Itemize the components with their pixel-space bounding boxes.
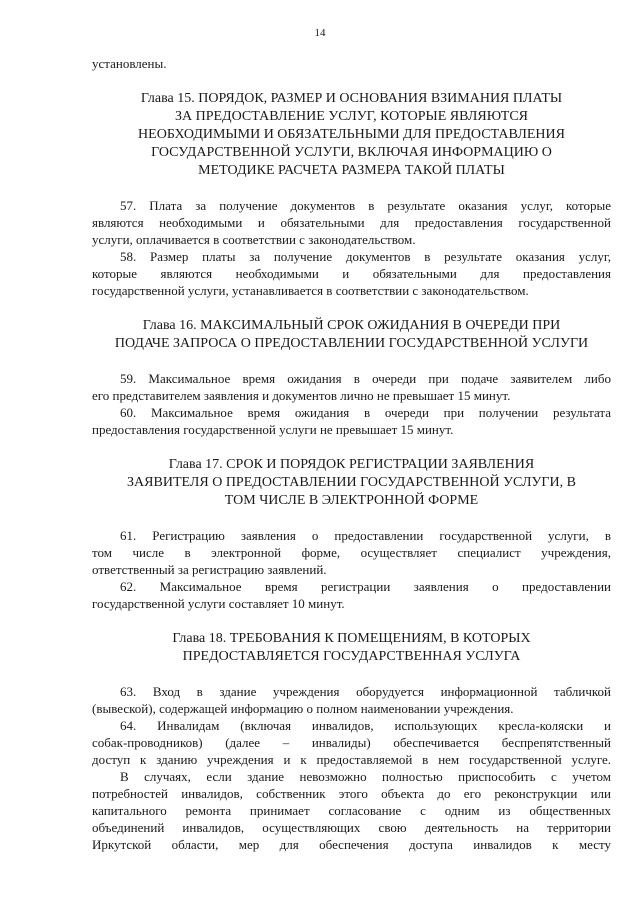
paragraph-64-cont-line: объединений инвалидов, осуществляющих свою деятельность на территории: [92, 820, 611, 835]
paragraph-64-cont-line: потребностей инвалидов, собственник этого объекта до его реконструкции или: [92, 786, 611, 801]
paragraph-63-line: (вывеской), содержащей информацию о полном наименовании учреждения.: [92, 701, 514, 716]
paragraph-64-line: 64. Инвалидам (включая инвалидов, использующих кресла-коляски и: [120, 718, 611, 733]
page-number: 14: [314, 27, 326, 39]
paragraph-64-cont-line: капитального ремонта принимает согласование с одним из общественных: [92, 803, 611, 818]
chapter-17-heading-line: ЗАЯВИТЕЛЯ О ПРЕДОСТАВЛЕНИИ ГОСУДАРСТВЕННОЙ УСЛУГИ, В: [127, 475, 576, 490]
continued-text-line: установлены.: [92, 56, 167, 71]
paragraph-60-line: предоставления государственной услуги не превышает 15 минут.: [92, 422, 454, 437]
chapter-15-heading-line: НЕОБХОДИМЫМИ И ОБЯЗАТЕЛЬНЫМИ ДЛЯ ПРЕДОСТАВЛЕНИЯ: [138, 127, 565, 142]
chapter-17-heading-line: ТОМ ЧИСЛЕ В ЭЛЕКТРОННОЙ ФОРМЕ: [224, 493, 479, 508]
paragraph-62-line: государственной услуги составляет 10 минут.: [92, 596, 345, 611]
paragraph-59-line: его представителем заявления и документов лично не превышает 15 минут.: [92, 388, 511, 403]
chapter-18-heading-line: Глава 18. ТРЕБОВАНИЯ К ПОМЕЩЕНИЯМ, В КОТОРЫХ: [172, 631, 531, 646]
chapter-15-heading-line: МЕТОДИКЕ РАСЧЕТА РАЗМЕРА ТАКОЙ ПЛАТЫ: [198, 163, 505, 178]
paragraph-64-line: доступ к зданию учреждения и к предоставляемой в нем государственной услуге.: [92, 752, 611, 767]
chapter-17-heading-line: Глава 17. СРОК И ПОРЯДОК РЕГИСТРАЦИИ ЗАЯВЛЕНИЯ: [168, 457, 535, 472]
paragraph-61-line: том числе в электронной форме, осуществляет специалист учреждения,: [92, 545, 611, 560]
chapter-18-heading-line: ПРЕДОСТАВЛЯЕТСЯ ГОСУДАРСТВЕННАЯ УСЛУГА: [182, 649, 521, 664]
paragraph-57-line: услуги, оплачивается в соответствии с законодательством.: [92, 232, 416, 247]
chapter-15-heading-line: Глава 15. ПОРЯДОК, РАЗМЕР И ОСНОВАНИЯ ВЗИМАНИЯ ПЛАТЫ: [140, 91, 563, 106]
paragraph-61-line: 61. Регистрацию заявления о предоставлении государственной услуги, в: [120, 528, 611, 543]
paragraph-57-line: являются необходимыми и обязательными для предоставления государственной: [92, 215, 611, 230]
paragraph-59-line: 59. Максимальное время ожидания в очереди при подаче заявителем либо: [120, 371, 611, 386]
paragraph-63-line: 63. Вход в здание учреждения оборудуется информационной табличкой: [120, 684, 611, 699]
chapter-16-heading-line: ПОДАЧЕ ЗАПРОСА О ПРЕДОСТАВЛЕНИИ ГОСУДАРСТВЕННОЙ УСЛУГИ: [114, 336, 589, 351]
paragraph-58-line: 58. Размер платы за получение документов в результате оказания услуг,: [120, 249, 611, 264]
paragraph-58-line: которые являются необходимыми и обязательными для предоставления: [92, 266, 611, 281]
paragraph-64-line: собак-проводников) (далее – инвалиды) обеспечивается беспрепятственный: [92, 735, 611, 750]
chapter-15-heading-line: ГОСУДАРСТВЕННОЙ УСЛУГИ, ВКЛЮЧАЯ ИНФОРМАЦИЮ О: [151, 145, 552, 160]
paragraph-58-line: государственной услуги, устанавливается в соответствии с законодательством.: [92, 283, 529, 298]
paragraph-62-line: 62. Максимальное время регистрации заявления о предоставлении: [120, 579, 611, 594]
chapter-16-heading-line: Глава 16. МАКСИМАЛЬНЫЙ СРОК ОЖИДАНИЯ В ОЧЕРЕДИ ПРИ: [142, 318, 561, 333]
paragraph-60-line: 60. Максимальное время ожидания в очереди при получении результата: [120, 405, 611, 420]
paragraph-64-cont-line: Иркутской области, мер для обеспечения доступа инвалидов к месту: [92, 837, 611, 852]
paragraph-57-line: 57. Плата за получение документов в результате оказания услуг, которые: [120, 198, 611, 213]
paragraph-61-line: ответственный за регистрацию заявлений.: [92, 562, 327, 577]
chapter-15-heading-line: ЗА ПРЕДОСТАВЛЕНИЕ УСЛУГ, КОТОРЫЕ ЯВЛЯЮТСЯ: [174, 109, 529, 124]
paragraph-64-cont-line: В случаях, если здание невозможно полностью приспособить с учетом: [120, 769, 611, 784]
